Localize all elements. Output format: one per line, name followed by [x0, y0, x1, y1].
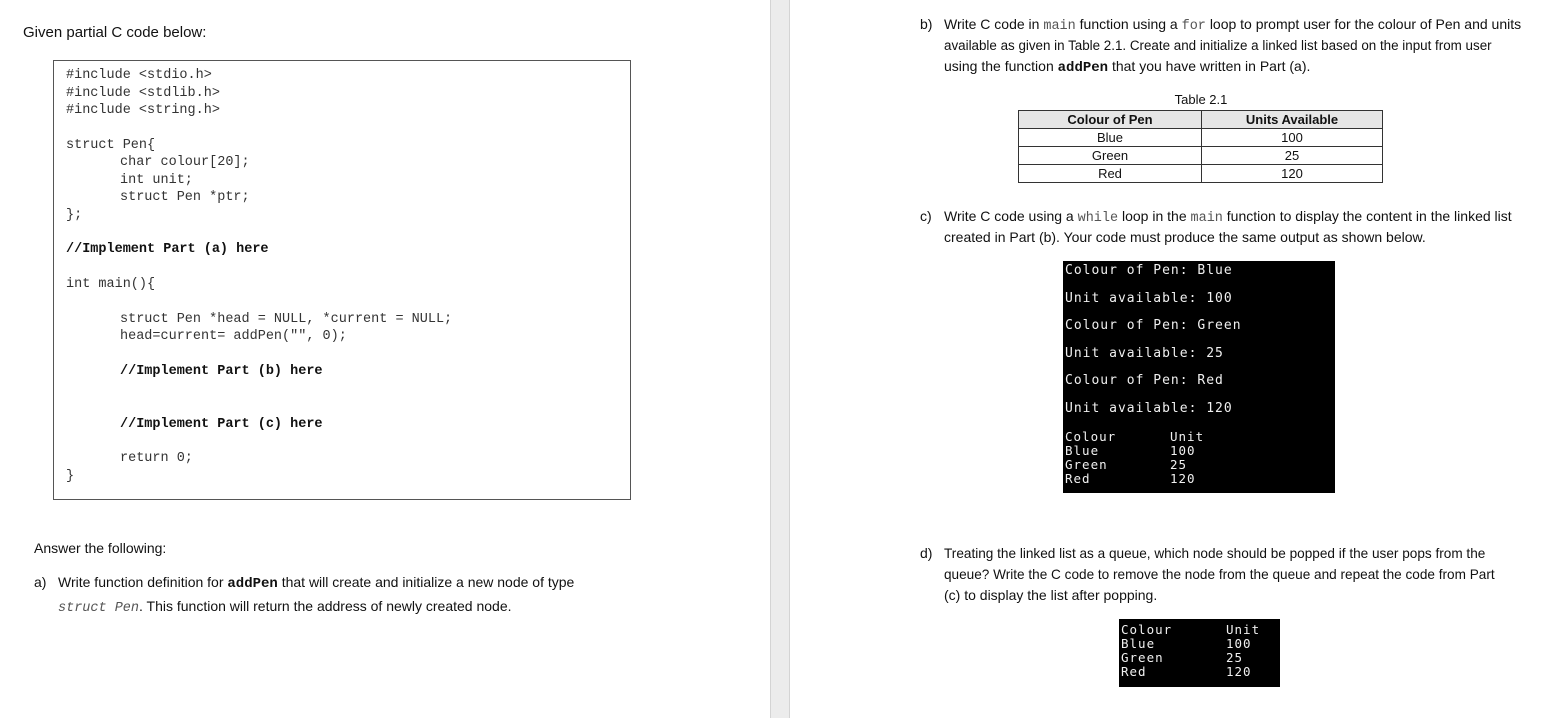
question-label: c) [920, 208, 932, 224]
console-line: Unit available: 25 [1065, 346, 1224, 361]
console-line: Colour of Pen: Blue [1065, 263, 1233, 278]
code-line: char colour[20]; [120, 155, 250, 170]
code-line: }; [66, 208, 83, 223]
console-cell: Red [1121, 664, 1147, 679]
console-cell: 25 [1226, 650, 1244, 665]
code-listing-box [53, 60, 631, 500]
console-cell: 100 [1226, 636, 1252, 651]
question-text: Write function definition for [58, 574, 224, 590]
question-label: d) [920, 545, 933, 561]
question-label: b) [920, 16, 933, 32]
console-output-2 [1119, 619, 1280, 687]
table-header: Units Available [1202, 111, 1383, 129]
question-text: (c) to display the list after popping. [944, 587, 1158, 603]
intro-text: Given partial C code below: [23, 24, 207, 41]
table-cell: Red [1019, 165, 1202, 183]
code-comment: //Implement Part (b) here [120, 364, 323, 379]
keyword-main: main [1190, 211, 1223, 226]
keyword-main: main [1043, 19, 1076, 34]
right-page [790, 0, 1549, 718]
question-text: Write C code in [944, 16, 1040, 32]
table-cell: 100 [1202, 129, 1383, 147]
question-text: Treating the linked list as a queue, which node should be popped if the user pops from the [944, 546, 1486, 561]
console-cell: Green [1065, 457, 1108, 472]
table-row [1019, 147, 1383, 165]
question-text: created in Part (b). Your code must produce the same output as shown below. [944, 229, 1426, 245]
question-text: function to display the content in the linked list [1226, 208, 1512, 224]
console-header: Unit [1170, 429, 1205, 444]
code-comment: //Implement Part (c) here [120, 417, 323, 432]
console-cell: 100 [1170, 443, 1196, 458]
code-line: #include <string.h> [66, 103, 220, 118]
code-line: struct Pen *head = NULL, *current = NULL; [120, 312, 453, 327]
table-cell: 25 [1202, 147, 1383, 165]
pen-table [1018, 110, 1383, 183]
code-comment: //Implement Part (a) here [66, 242, 269, 257]
question-text: available as given in Table 2.1. Create and initialize a linked list based on the input from user [944, 38, 1492, 53]
console-cell: Red [1065, 471, 1091, 486]
code-line: int unit; [120, 173, 193, 188]
code-line: int main(){ [66, 277, 156, 292]
question-text: queue? Write the C code to remove the node from the queue and repeat the code from Part [944, 567, 1495, 582]
code-line: #include <stdio.h> [66, 68, 212, 83]
question-text: Write C code using a [944, 208, 1074, 224]
table-cell: Green [1019, 147, 1202, 165]
table-cell: Blue [1019, 129, 1202, 147]
console-header: Colour [1121, 622, 1173, 637]
question-text: using the function [944, 58, 1054, 74]
question-text: that will create and initialize a new node of type [281, 574, 575, 590]
table-header: Colour of Pen [1019, 111, 1202, 129]
code-line: #include <stdlib.h> [66, 86, 220, 101]
type-name: struct Pen [58, 601, 140, 616]
code-line: return 0; [120, 451, 193, 466]
code-line: head=current= addPen("", 0); [120, 329, 347, 344]
console-cell: Blue [1065, 443, 1100, 458]
question-text: function using a [1079, 16, 1178, 32]
code-line: struct Pen *ptr; [120, 190, 250, 205]
console-cell: Green [1121, 650, 1164, 665]
console-header: Unit [1226, 622, 1261, 637]
table-row [1019, 165, 1383, 183]
console-line: Unit available: 120 [1065, 401, 1233, 416]
console-cell: 25 [1170, 457, 1188, 472]
left-page [0, 0, 770, 718]
table-row [1019, 129, 1383, 147]
function-name: addPen [227, 576, 278, 592]
console-cell: 120 [1170, 471, 1196, 486]
console-line: Colour of Pen: Green [1065, 318, 1242, 333]
question-text: loop to prompt user for the colour of Pen and units [1209, 16, 1522, 32]
console-header: Colour [1065, 429, 1117, 444]
code-line: } [66, 469, 75, 484]
question-text: . This function will return the address of newly created node. [139, 598, 512, 614]
question-label: a) [34, 574, 47, 590]
page-gutter [770, 0, 790, 718]
question-text: that you have written in Part (a). [1111, 58, 1311, 74]
question-text: loop in the [1122, 208, 1187, 224]
console-line: Unit available: 100 [1065, 291, 1233, 306]
table-cell: 120 [1202, 165, 1383, 183]
console-line: Colour of Pen: Red [1065, 373, 1224, 388]
answer-heading: Answer the following: [34, 540, 167, 556]
code-line: struct Pen{ [66, 138, 156, 153]
console-cell: 120 [1226, 664, 1252, 679]
table-caption: Table 2.1 [1174, 92, 1228, 107]
console-output-1 [1063, 261, 1335, 493]
console-cell: Blue [1121, 636, 1156, 651]
keyword-for: for [1181, 19, 1206, 34]
function-name: addPen [1057, 60, 1109, 76]
question-a [34, 572, 634, 618]
keyword-while: while [1077, 211, 1119, 226]
